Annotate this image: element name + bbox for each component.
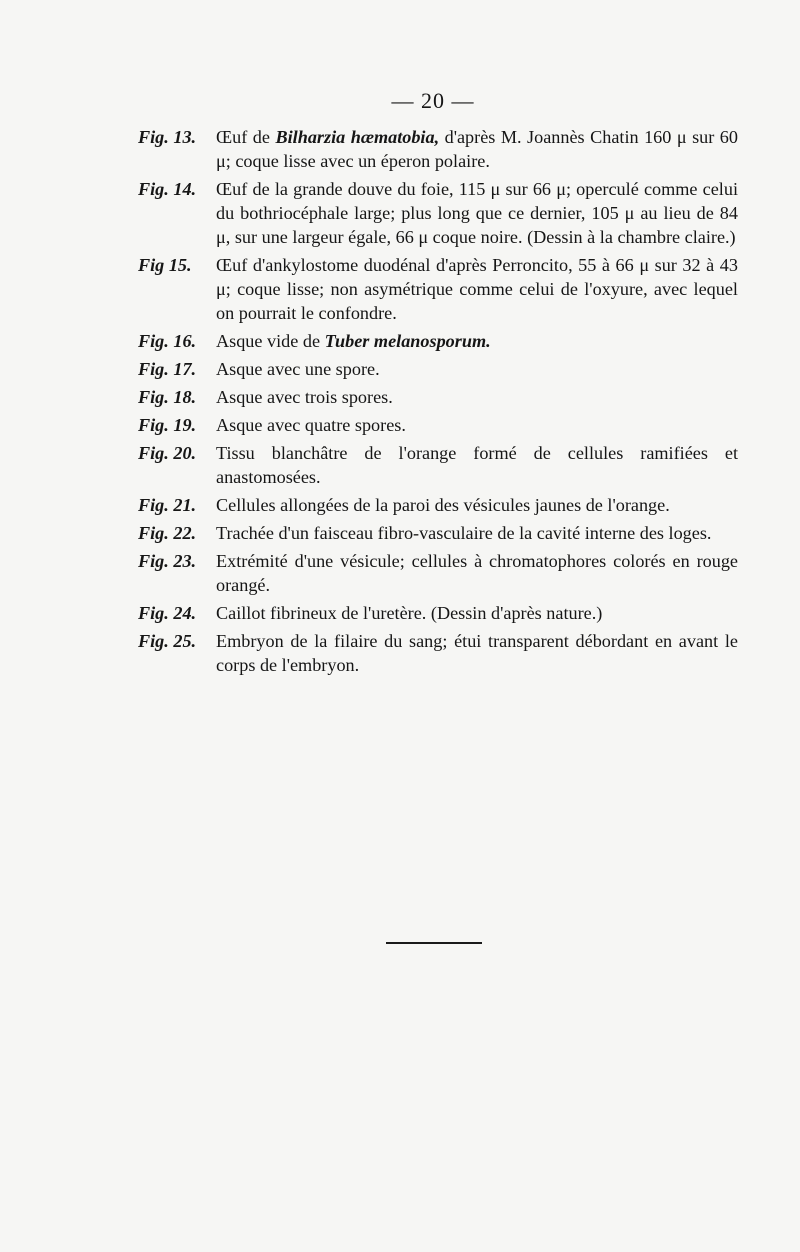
figure-caption (138, 441, 738, 489)
figure-caption-text (216, 125, 738, 173)
figure-label: Fig. 24. (138, 603, 197, 623)
figure-label: Fig 15. (138, 255, 192, 275)
page-number: — 20 — (391, 88, 475, 113)
figure-label: Fig. 21. (138, 495, 197, 515)
figure-caption (138, 253, 738, 325)
caption-text-run: Asque avec trois spores. (216, 387, 393, 407)
figure-caption-text (216, 413, 738, 437)
figure-caption (138, 493, 738, 517)
figure-caption (138, 601, 738, 625)
figure-caption-text (216, 329, 738, 353)
figure-caption (138, 357, 738, 381)
figure-caption-text (216, 441, 738, 489)
caption-text-run: Caillot fibrineux de l'uretère. (Dessin d'après nature.) (216, 603, 603, 623)
figure-caption-text (216, 177, 738, 249)
figure-caption (138, 177, 738, 249)
caption-text-run: Cellules allongées de la paroi des vésicules jaunes de l'orange. (216, 495, 670, 515)
end-rule (386, 942, 482, 944)
figure-label: Fig. 19. (138, 415, 197, 435)
figure-label: Fig. 17. (138, 359, 197, 379)
caption-text-run: Œuf de (216, 127, 276, 147)
figure-caption (138, 549, 738, 597)
figure-caption-text (216, 385, 738, 409)
figure-label: Fig. 23. (138, 551, 197, 571)
figure-caption-text (216, 521, 738, 545)
figure-caption (138, 385, 738, 409)
figure-caption-text (216, 357, 738, 381)
figure-caption-text (216, 493, 738, 517)
figure-label: Fig. 25. (138, 631, 197, 651)
figure-caption-text (216, 253, 738, 325)
caption-text-run: Trachée d'un faisceau fibro-vasculaire de la cavité interne des loges. (216, 523, 712, 543)
figure-label: Fig. 22. (138, 523, 197, 543)
figure-caption (138, 521, 738, 545)
caption-text-run: Tissu blanchâtre de l'orange formé de cellules ramifiées et anastomosées. (216, 443, 738, 487)
figure-label: Fig. 14. (138, 179, 197, 199)
figure-label: Fig. 16. (138, 331, 197, 351)
figure-caption-text (216, 601, 738, 625)
caption-text-run: Œuf de la grande douve du foie, 115 μ sur 66 μ; operculé comme celui du bothriocéphale large; plus long que ce dernier, 105 μ au lieu de 84 μ, sur une largeur égale, 66 μ coque noire. (Dessin à la chambre claire.) (216, 179, 738, 247)
figure-label: Fig. 18. (138, 387, 197, 407)
caption-text-run: Asque avec quatre spores. (216, 415, 406, 435)
caption-text-run: Asque avec une spore. (216, 359, 380, 379)
figure-caption-text (216, 549, 738, 597)
caption-text-run: Extrémité d'une vésicule; cellules à chromatophores colorés en rouge orangé. (216, 551, 738, 595)
figure-label: Fig. 13. (138, 127, 197, 147)
figure-label: Fig. 20. (138, 443, 197, 463)
figure-caption (138, 125, 738, 173)
figure-caption (138, 413, 738, 437)
figure-caption (138, 629, 738, 677)
caption-text-run: Asque vide de (216, 331, 325, 351)
figure-caption-text (216, 629, 738, 677)
caption-text-run: Embryon de la filaire du sang; étui transparent débordant en avant le corps de l'embryon. (216, 631, 738, 675)
figure-caption (138, 329, 738, 353)
caption-italic-text: Bilharzia hæmatobia, (275, 127, 440, 147)
figure-caption-list (138, 125, 738, 681)
caption-text-run: d'après M. Joannès Chatin 160 μ sur 60 μ; coque lisse avec un éperon polaire. (216, 127, 738, 171)
caption-text-run: Œuf d'ankylostome duodénal d'après Perroncito, 55 à 66 μ sur 32 à 43 μ; coque lisse; non asymétrique comme celui de l'oxyure, avec lequel on pourrait le confondre. (216, 255, 738, 323)
caption-italic-text: Tuber melanosporum. (324, 331, 491, 351)
